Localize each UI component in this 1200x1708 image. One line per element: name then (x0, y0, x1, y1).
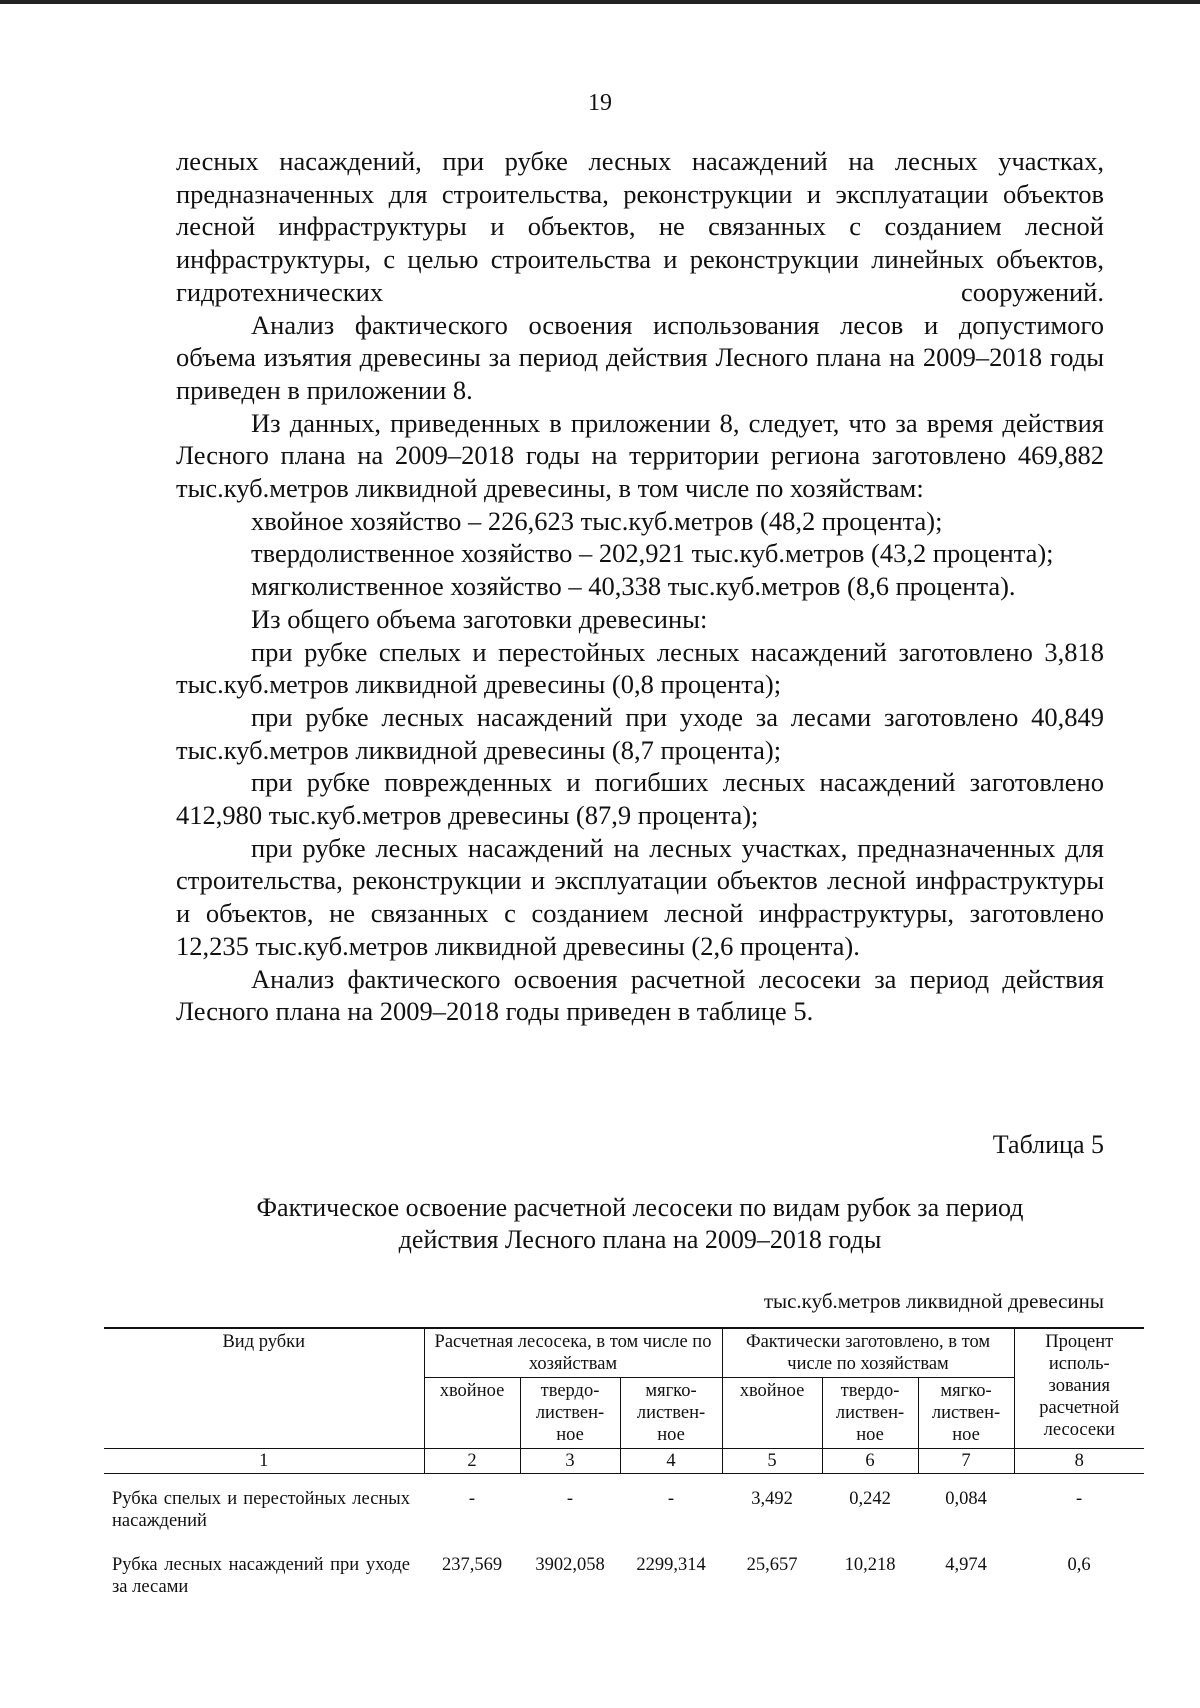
table-cell: 4,974 (945, 1555, 987, 1575)
header-hardwood: твердо- листвен- ное (520, 1378, 620, 1449)
list-item-softwood: мягколиственное хозяйство – 40,338 тыс.куб.метров (8,6 процента). (251, 571, 1016, 602)
scan-top-edge (0, 0, 1200, 4)
list-item-hardwood: твердолиственное хозяйство – 202,921 тыс.куб.метров (43,2 процента); (251, 538, 1054, 569)
harvest-table (104, 1327, 1144, 1610)
paragraph-analysis-intro: Анализ фактического освоения использования лесов и допустимого объема изъятия древесины за период действия Лесного плана на 2009–2018 годы приведен в приложении 8. (176, 309, 1104, 405)
body-text (176, 145, 1104, 1028)
column-number: 3 (520, 1449, 620, 1474)
column-number-row (104, 1449, 1144, 1474)
column-number: 2 (424, 1449, 520, 1474)
unit-note: тыс.куб.метров ликвидной древесины (763, 1289, 1104, 1313)
table-cell: 0,084 (945, 1489, 987, 1509)
paragraph-continuation: лесных насаждений, при рубке лесных насаждений на лесных участках, предназначенных для строительства, реконструкции и эксплуатации объектов лесной инфраструктуры и объектов, не связанных с созданием лесной инфраструктуры, с целью строительства и реконструкции линейных объектов, гидротехнических сооружений. (176, 146, 1104, 307)
table-cell: - (566, 1489, 574, 1509)
table-title (176, 1192, 1104, 1256)
table-cell: 3902,058 (535, 1555, 605, 1575)
header-hardwood: твердо- листвен- ное (822, 1378, 918, 1449)
paragraph-of-total: Из общего объема заготовки древесины: (251, 603, 708, 634)
paragraph-harvest-total: Из данных, приведенных в приложении 8, следует, что за время действия Лесного плана на 2009–2018 годы на территории региона заготовлено 469,882 тыс.куб.метров ликвидной древесины, в том числе по хозяйствам: (176, 407, 1104, 504)
list-item-coniferous: хвойное хозяйство – 226,623 тыс.куб.метров (48,2 процента); (251, 505, 943, 536)
list-item-damaged-felling: при рубке поврежденных и погибших лесных насаждений заготовлено 412,980 тыс.куб.метров древесины (87,9 процента); (176, 767, 1104, 831)
paragraph-table-reference: Анализ фактического освоения расчетной лесосеки за период действия Лесного плана на 2009–2018 годы приведен в таблице 5. (176, 963, 1104, 1027)
table-label: Таблица 5 (992, 1130, 1104, 1159)
row-name: Рубка спелых и перестойных лесных насаждений (112, 1489, 410, 1531)
header-calculated-cut: Расчетная лесосека, в том числе по хозяйствам (424, 1328, 722, 1378)
table-cell: 2299,314 (636, 1555, 706, 1575)
column-number: 7 (918, 1449, 1014, 1474)
table-cell: 3,492 (751, 1489, 793, 1509)
column-number: 1 (104, 1449, 424, 1474)
table-title-line: действия Лесного плана на 2009–2018 годы (398, 1225, 882, 1254)
table-row (104, 1474, 1144, 1545)
table-cell: 0,242 (849, 1489, 891, 1509)
list-item-construction-felling: при рубке лесных насаждений на лесных участках, предназначенных для строительства, реконструкции и эксплуатации объектов лесной инфраструктуры и объектов, не связанных с созданием лесной инфраструктуры, заготовлено 12,235 тыс.куб.метров ликвидной древесины (2,6 процента). (176, 832, 1104, 961)
table-cell: 25,657 (746, 1555, 798, 1575)
column-number: 6 (822, 1449, 918, 1474)
table-cell: 0,6 (1067, 1555, 1091, 1575)
list-item-mature-felling: при рубке спелых и перестойных лесных насаждений заготовлено 3,818 тыс.куб.метров ликвидной древесины (0,8 процента); (176, 636, 1104, 700)
column-number: 4 (620, 1449, 722, 1474)
header-softwood: мягко- листвен- ное (918, 1378, 1014, 1449)
table-cell: 10,218 (844, 1555, 896, 1575)
column-number: 5 (722, 1449, 822, 1474)
column-number: 8 (1014, 1449, 1144, 1474)
header-percent-use: Процент исполь- зования расчетной лесосеки (1014, 1328, 1144, 1449)
table-cell: - (468, 1489, 476, 1509)
table-body (104, 1474, 1144, 1611)
header-type: Вид рубки (104, 1328, 424, 1449)
table-row (104, 1544, 1144, 1610)
table-cell: - (667, 1489, 675, 1509)
header-softwood: мягко- листвен- ное (620, 1378, 722, 1449)
table-header (104, 1328, 1144, 1474)
table-cell: - (1075, 1489, 1083, 1509)
header-coniferous: хвойное (424, 1378, 520, 1449)
list-item-care-felling: при рубке лесных насаждений при уходе за лесами заготовлено 40,849 тыс.куб.метров ликвидной древесины (8,7 процента); (176, 701, 1104, 765)
table-title-line: Фактическое освоение расчетной лесосеки по видам рубок за период (256, 1193, 1024, 1222)
page-number: 19 (588, 90, 612, 116)
header-coniferous: хвойное (722, 1378, 822, 1449)
row-name: Рубка лесных насаждений при уходе за лесами (112, 1555, 410, 1597)
table-cell: 237,569 (441, 1555, 503, 1575)
header-actual-harvest: Фактически заготовлено, в том числе по хозяйствам (722, 1328, 1014, 1378)
